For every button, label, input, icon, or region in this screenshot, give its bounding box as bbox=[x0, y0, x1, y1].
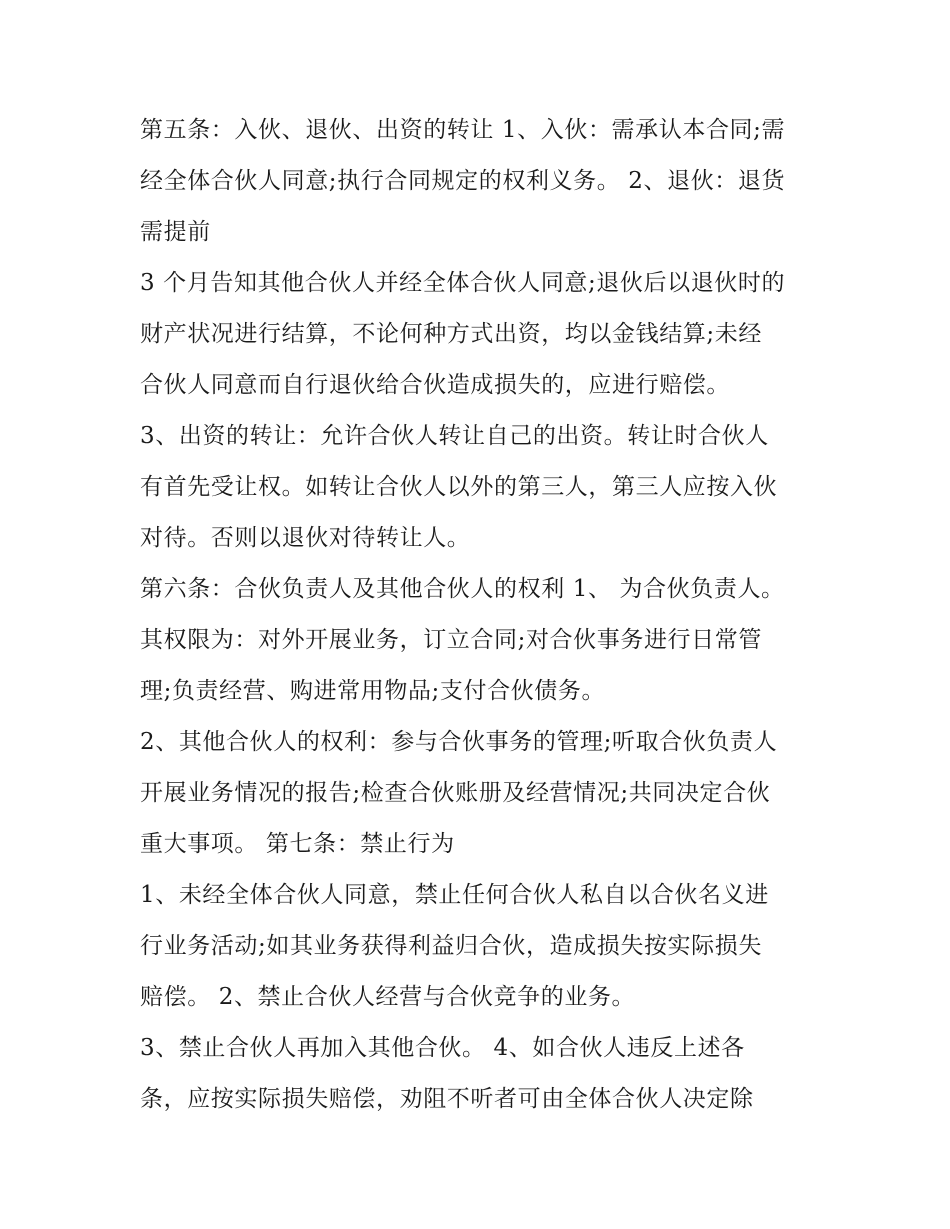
text-line: 2、其他合伙人的权利：参与合伙事务的管理;听取合伙负责人 bbox=[140, 729, 778, 755]
text-line: 理;负责经营、购进常用物品;支付合伙债务。 bbox=[140, 678, 606, 704]
text-line: 其权限为：对外开展业务，订立合同;对合伙事务进行日常管 bbox=[140, 627, 762, 653]
text-line: 第五条：入伙、退伙、出资的转让 1、入伙：需承认本合同;需 bbox=[140, 117, 786, 143]
text-line: 需提前 bbox=[140, 219, 211, 245]
text-line: 行业务活动;如其业务获得利益归合伙，造成损失按实际损失 bbox=[140, 933, 762, 959]
text-line: 赔偿。 2、禁止合伙人经营与合伙竞争的业务。 bbox=[140, 984, 636, 1010]
text-line: 开展业务情况的报告;检查合伙账册及经营情况;共同决定合伙 bbox=[140, 780, 771, 806]
text-line: 3 个月告知其他合伙人并经全体合伙人同意;退伙后以退伙时的 bbox=[140, 270, 786, 296]
text-line: 经全体合伙人同意;执行合同规定的权利义务。 2、退伙：退货 bbox=[140, 168, 786, 194]
text-line: 财产状况进行结算，不论何种方式出资，均以金钱结算;未经 bbox=[140, 321, 762, 347]
text-line: 重大事项。 第七条：禁止行为 bbox=[140, 831, 455, 857]
text-line: 合伙人同意而自行退伙给合伙造成损失的，应进行赔偿。 bbox=[140, 372, 730, 398]
text-line: 条，应按实际损失赔偿，劝阻不听者可由全体合伙人决定除 bbox=[140, 1086, 754, 1112]
text-line: 3、禁止合伙人再加入其他合伙。 4、如合伙人违反上述各 bbox=[140, 1035, 745, 1061]
text-line: 对待。否则以退伙对待转让人。 bbox=[140, 525, 471, 551]
text-line: 第六条：合伙负责人及其他合伙人的权利 1、 为合伙负责人。 bbox=[140, 576, 785, 602]
text-line: 3、出资的转让：允许合伙人转让自己的出资。转让时合伙人 bbox=[140, 423, 769, 449]
text-line: 1、未经全体合伙人同意，禁止任何合伙人私自以合伙名义进 bbox=[140, 882, 769, 908]
text-line: 有首先受让权。如转让合伙人以外的第三人，第三人应按入伙 bbox=[140, 474, 778, 500]
